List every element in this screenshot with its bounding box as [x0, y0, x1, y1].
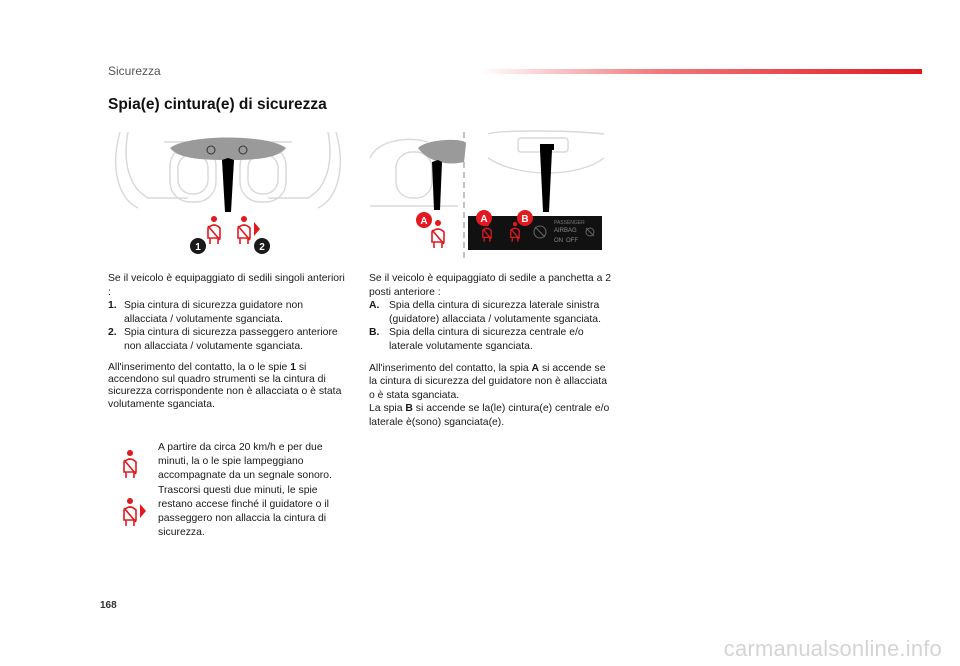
marker-badge-a-panel-label: A	[480, 214, 488, 225]
left-intro: Se il veicolo è equipaggiato di sedili singoli anteriori :	[108, 273, 345, 298]
left-item-1-text: Spia cintura di sicurezza guidatore non allacciata / volutamente sganciata.	[124, 300, 304, 325]
right-item-b-text: Spia della cintura di sicurezza centrale e/o laterale volutamente sganciata.	[389, 327, 584, 352]
marker-badge-1-label: 1	[195, 242, 201, 253]
left-item-2	[108, 326, 348, 353]
right-column	[369, 272, 613, 430]
right-item-a	[369, 299, 613, 326]
right-intro: Se il veicolo è equipaggiato di sedile a panchetta a 2 posti anteriore :	[369, 273, 612, 298]
marker-badge-a-left	[416, 212, 432, 228]
right-paragraph-1-bold: A	[531, 362, 540, 374]
left-paragraph	[108, 362, 348, 412]
right-paragraph-2-a: La spia	[369, 403, 406, 415]
seatbelt-note-icon	[116, 448, 152, 480]
marker-badge-2-label: 2	[259, 242, 265, 253]
seatbelt-flashing-note-icon	[116, 496, 156, 528]
right-paragraph-1-a: All'inserimento del contatto, la spia	[369, 362, 532, 374]
right-paragraph-2	[369, 402, 613, 429]
panel-off-label: OFF	[566, 238, 578, 244]
right-item-b-label: B.	[369, 327, 380, 339]
page-number: 168	[100, 600, 117, 611]
seatbelt-warning-icon-1	[208, 216, 220, 244]
left-paragraph-bold: 1	[290, 361, 296, 373]
right-item-b	[369, 326, 613, 353]
marker-badge-1	[190, 238, 206, 254]
right-paragraph-1-b: si accende se la cintura di sicurezza del guidatore non è allacciata o è stata sganciata.	[369, 362, 607, 401]
left-paragraph-b: si accendono sul quadro strumenti se la cintura di sicurezza corrispondente non è allacciata o è stata volutamente sganciata.	[108, 361, 342, 410]
left-column	[108, 272, 348, 411]
instrument-cluster-illustration	[108, 128, 348, 258]
section-label: Sicurezza	[108, 64, 161, 78]
panel-airbag-label: AIRBAG	[554, 228, 577, 234]
roof-console-illustration	[368, 128, 612, 262]
marker-badge-2	[254, 238, 270, 254]
left-item-2-num: 2.	[108, 327, 117, 339]
left-note: A partire da circa 20 km/h e per due minuti, la o le spie lampeggiano accompagnate da un segnale sonoro. Trascorsi questi due minuti, le spie restano accese finché il guidatore o il passeggero non allaccia la cintura di sicurezza.	[158, 442, 332, 539]
right-item-a-label: A.	[369, 300, 380, 312]
left-paragraph-a: All'inserimento del contatto, la o le spie	[108, 361, 291, 373]
watermark[interactable]: carmanualsonline.info	[723, 636, 942, 661]
left-item-2-text: Spia cintura di sicurezza passeggero anteriore non allacciata / volutamente sganciata.	[124, 327, 338, 352]
header-accent-line	[480, 69, 922, 74]
seatbelt-warning-icon-2	[238, 216, 260, 244]
panel-passenger-label: PASSENGER	[554, 220, 585, 226]
right-paragraph-1	[369, 362, 613, 403]
right-paragraph-2-b: si accende se la(le) cintura(e) centrale e/o laterale è(sono) sganciata(e).	[369, 403, 610, 428]
right-item-a-text: Spia della cintura di sicurezza laterale sinistra (guidatore) allacciata / volutamente sganciata.	[389, 300, 601, 325]
left-item-1-num: 1.	[108, 300, 117, 312]
seatbelt-warning-icon-a-left	[432, 220, 444, 248]
marker-badge-a-left-label: A	[420, 216, 428, 227]
page-title: Spia(e) cintura(e) di sicurezza	[108, 96, 327, 113]
right-paragraph-2-bold: B	[405, 403, 413, 415]
panel-on-label: ON	[554, 238, 563, 244]
marker-badge-a-panel	[476, 210, 492, 226]
left-item-1	[108, 299, 348, 326]
marker-badge-b-panel	[517, 210, 533, 226]
marker-badge-b-panel-label: B	[521, 214, 529, 225]
